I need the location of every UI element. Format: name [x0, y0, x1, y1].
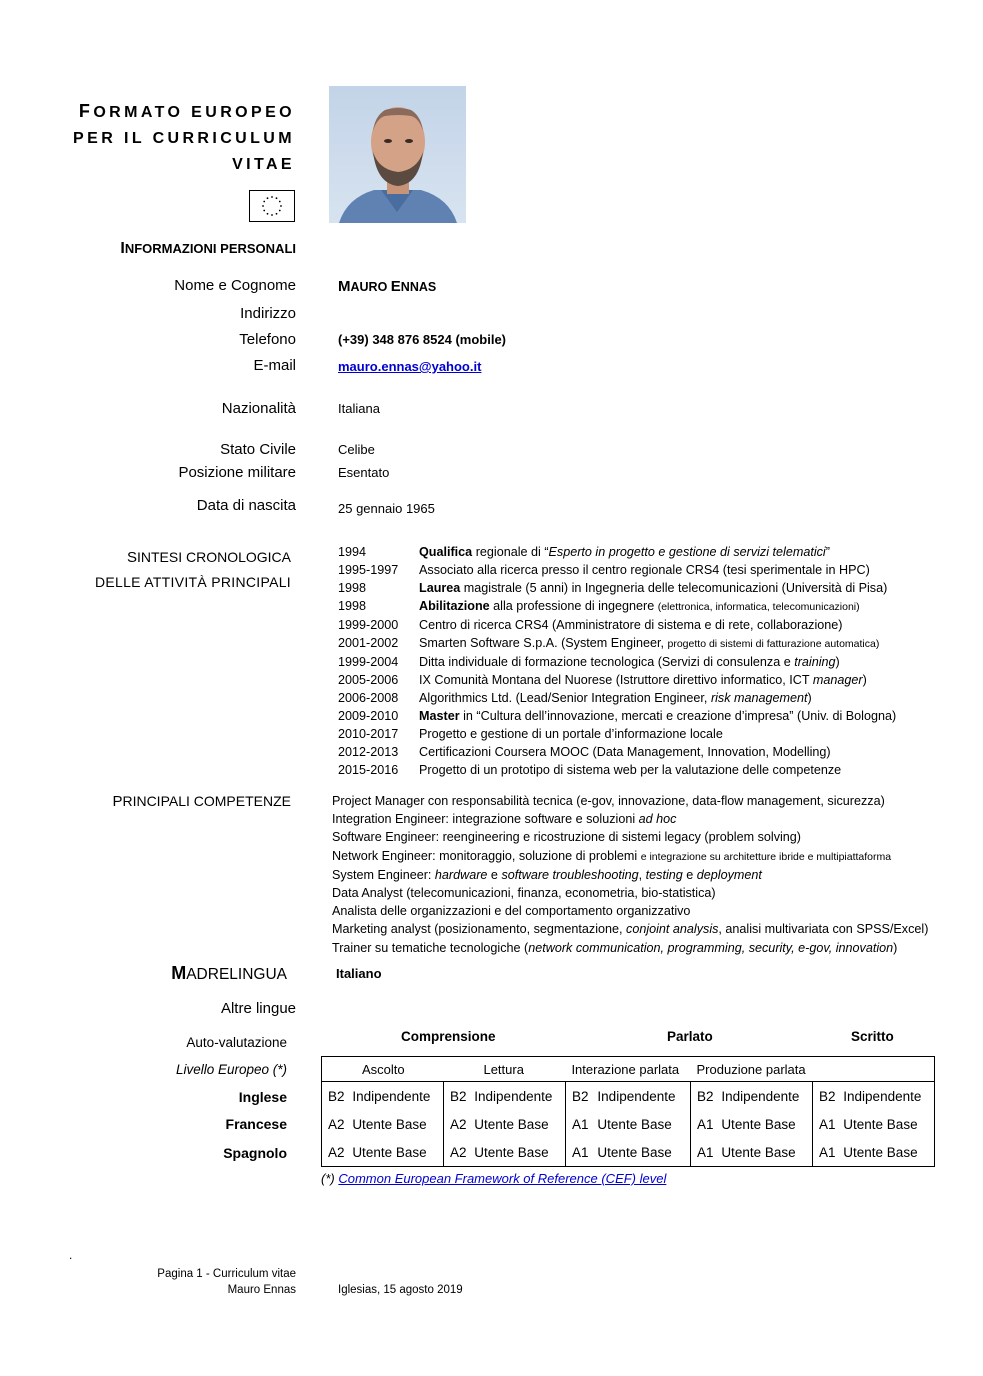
- chronology-year: 2001-2002: [338, 636, 399, 650]
- eu-star: [267, 197, 269, 199]
- eu-star: [271, 196, 273, 198]
- language-footnote: [321, 1171, 666, 1186]
- footnote-prefix: (*): [321, 1171, 339, 1186]
- chronology-year: 2009-2010: [338, 709, 399, 723]
- competence-item: Project Manager con responsabilità tecnica (e-gov, innovazione, data-flow management, sicurezza): [332, 794, 885, 808]
- chronology-desc: Qualifica regionale di “Esperto in progetto e gestione di servizi telematici”: [419, 545, 830, 559]
- label-name: Nome e Cognome: [174, 277, 296, 294]
- chronology-item: [338, 653, 896, 671]
- language-level-desc: Indipendente: [843, 1088, 922, 1104]
- cv-title-line-1: FORMATO EUROPEO: [78, 101, 295, 121]
- chronology-item: [338, 634, 896, 653]
- eu-star: [263, 210, 265, 212]
- language-level-desc: Utente Base: [474, 1144, 549, 1160]
- lang-name-english: Inglese: [238, 1089, 287, 1105]
- value-civil-status: Celibe: [338, 442, 375, 457]
- group-comprehension: Comprensione: [401, 1029, 496, 1044]
- group-writing: Scritto: [851, 1029, 894, 1044]
- eu-star: [280, 205, 282, 207]
- label-phone: Telefono: [239, 331, 296, 348]
- eu-star: [267, 213, 269, 215]
- chronology-item: [338, 743, 896, 761]
- label-military: Posizione militare: [178, 464, 296, 481]
- eu-star: [276, 213, 278, 215]
- language-level: A2: [328, 1116, 345, 1132]
- language-level: A2: [443, 1110, 474, 1138]
- chronology-desc: Progetto e gestione di un portale d’informazione locale: [419, 727, 723, 741]
- cef-link[interactable]: Common European Framework of Reference (CEF) level: [338, 1171, 667, 1186]
- chronology-year: 1994: [338, 545, 367, 559]
- language-level: B2: [812, 1082, 843, 1111]
- chronology-item: [338, 689, 896, 707]
- subheader-interaction: Interazione parlata: [571, 1061, 680, 1077]
- chronology-year: 1999-2004: [338, 655, 399, 669]
- chronology-item: [338, 761, 896, 779]
- footer-dot: .: [69, 1248, 73, 1262]
- language-level: A1: [691, 1138, 722, 1167]
- language-level-desc: Utente Base: [352, 1144, 427, 1160]
- footer-page: Pagina 1 - Curriculum vitae: [157, 1268, 296, 1280]
- chronology-item: [338, 579, 896, 597]
- language-table: [321, 1056, 935, 1167]
- language-level: A1: [565, 1110, 597, 1138]
- chronology-desc: Ditta individuale di formazione tecnologica (Servizi di consulenza e training): [419, 655, 840, 669]
- chronology-desc: Algorithmics Ltd. (Lead/Senior Integration Engineer, risk management): [419, 691, 812, 705]
- competence-item: System Engineer: hardware e software troubleshooting, testing e deployment: [332, 867, 762, 882]
- chronology-item: [338, 671, 896, 689]
- section-title-competences: PRINCIPALI COMPETENZE: [112, 793, 291, 810]
- language-row: [322, 1082, 935, 1111]
- language-level-desc: Utente Base: [597, 1144, 672, 1160]
- label-level: Livello Europeo (*): [175, 1062, 287, 1077]
- label-address: Indirizzo: [240, 305, 296, 322]
- language-level: A1: [691, 1110, 722, 1138]
- chronology-desc: Centro di ricerca CRS4 (Amministratore di sistema e di rete, collaborazione): [419, 618, 843, 632]
- section-title-mother-tongue: MADRELINGUA: [171, 963, 287, 983]
- language-level-desc: Utente Base: [352, 1116, 427, 1132]
- cv-title: [73, 98, 295, 178]
- competence-item: Integration Engineer: integrazione software e soluzioni ad hoc: [332, 812, 677, 827]
- chronology-year: 2010-2017: [338, 727, 399, 741]
- chronology-desc: Laurea magistrale (5 anni) in Ingegneria delle telecomunicazioni (Università di Pisa): [419, 581, 888, 595]
- label-other-languages: Altre lingue: [220, 1000, 296, 1017]
- chronology-desc: Smarten Software S.p.A. (System Engineer, progetto di sistemi di fatturazione automatica): [419, 636, 880, 650]
- language-level-desc: Indipendente: [597, 1088, 676, 1104]
- eu-star: [279, 201, 281, 203]
- language-level: B2: [443, 1082, 474, 1111]
- competence-item: Analista delle organizzazioni e del comportamento organizzativo: [332, 904, 691, 919]
- chronology-year: 1998: [338, 599, 367, 613]
- language-level-desc: Utente Base: [843, 1144, 918, 1160]
- email-link[interactable]: mauro.ennas@yahoo.it: [338, 359, 482, 374]
- section-title-personal: INFORMAZIONI PERSONALI: [120, 240, 296, 257]
- cv-title-line-3: VITAE: [232, 156, 295, 173]
- section-title-chronology: SINTESI CRONOLOGICA: [126, 549, 291, 566]
- language-level-desc: Utente Base: [597, 1116, 672, 1132]
- language-level-desc: Indipendente: [352, 1088, 431, 1104]
- value-name: MAURO ENNAS: [338, 278, 437, 295]
- label-birth: Data di nascita: [196, 497, 296, 514]
- subheader-production: Produzione parlata: [696, 1061, 806, 1077]
- profile-photo: [329, 86, 466, 223]
- chronology-item: [338, 597, 896, 616]
- eu-star: [279, 210, 281, 212]
- group-speaking: Parlato: [667, 1029, 713, 1044]
- value-birth: 25 gennaio 1965: [338, 501, 435, 516]
- value-military: Esentato: [338, 465, 390, 480]
- competence-item: Marketing analyst (posizionamento, segmentazione, conjoint analysis, analisi multivariata con SPSS/Excel): [332, 922, 929, 937]
- eu-star: [271, 214, 273, 216]
- language-level: B2: [328, 1088, 345, 1104]
- eu-star: [276, 197, 278, 199]
- language-level-desc: Utente Base: [843, 1116, 918, 1132]
- subheader-reading: Lettura: [483, 1061, 524, 1077]
- chronology-desc: Progetto di un prototipo di sistema web per la valutazione delle competenze: [419, 763, 842, 777]
- eu-star: [262, 205, 264, 207]
- subheader-listening: Ascolto: [362, 1061, 405, 1077]
- chronology-item: [338, 543, 896, 561]
- chronology-year: 2005-2006: [338, 673, 399, 687]
- value-mother-tongue: Italiano: [336, 966, 382, 981]
- eu-star: [263, 201, 265, 203]
- chronology-desc: Associato alla ricerca presso il centro regionale CRS4 (tesi sperimentale in HPC): [419, 563, 870, 577]
- chronology-year: 1998: [338, 581, 367, 595]
- language-level-desc: Indipendente: [721, 1088, 800, 1104]
- language-table-header: [322, 1057, 935, 1082]
- chronology-desc: Certificazioni Coursera MOOC (Data Management, Innovation, Modelling): [419, 745, 831, 759]
- label-email: E-mail: [253, 357, 296, 374]
- competence-item: Network Engineer: monitoraggio, soluzione di problemi e integrazione su architetture ibride e multipiattaforma: [332, 848, 892, 863]
- label-civil-status: Stato Civile: [220, 441, 296, 458]
- footer-place-date: Iglesias, 15 agosto 2019: [338, 1284, 463, 1296]
- eu-flag-icon: [249, 190, 295, 222]
- chronology-item: [338, 616, 896, 634]
- section-title-chronology-2: DELLE ATTIVITÀ PRINCIPALI: [94, 574, 291, 590]
- label-self-eval: Auto-valutazione: [186, 1035, 287, 1050]
- language-level: B2: [691, 1082, 722, 1111]
- chronology-item: [338, 725, 896, 743]
- chronology-desc: IX Comunità Montana del Nuorese (Istruttore direttivo informatico, ICT manager): [419, 673, 867, 687]
- chronology-item: [338, 561, 896, 579]
- chronology-desc: Abilitazione alla professione di ingegnere (elettronica, informatica, telecomunicazioni): [419, 599, 860, 613]
- language-level: A2: [443, 1138, 474, 1167]
- language-level: A1: [812, 1110, 843, 1138]
- value-nationality: Italiana: [338, 401, 380, 416]
- value-phone: (+39) 348 876 8524 (mobile): [338, 332, 507, 347]
- cv-title-line-2: PER IL CURRICULUM: [73, 130, 295, 147]
- language-level-desc: Indipendente: [474, 1088, 553, 1104]
- chronology-year: 1999-2000: [338, 618, 399, 632]
- chronology-year: 2006-2008: [338, 691, 399, 705]
- competence-item: Trainer su tematiche tecnologiche (network communication, programming, security, e-gov, innovation): [332, 940, 898, 955]
- chronology-year: 2012-2013: [338, 745, 399, 759]
- competence-item: Data Analyst (telecomunicazioni, finanza, econometria, bio-statistica): [332, 886, 716, 901]
- language-level: A1: [812, 1138, 843, 1167]
- chronology-year: 1995-1997: [338, 563, 399, 577]
- language-row: [322, 1110, 935, 1138]
- footer-author: Mauro Ennas: [227, 1284, 296, 1296]
- competences-list: [332, 792, 928, 957]
- chronology-year: 2015-2016: [338, 763, 399, 777]
- language-level-desc: Utente Base: [474, 1116, 549, 1132]
- label-nationality: Nazionalità: [221, 400, 296, 417]
- lang-name-french: Francese: [225, 1116, 287, 1132]
- language-level: A2: [328, 1144, 345, 1160]
- chronology-item: [338, 707, 896, 725]
- language-level-desc: Utente Base: [721, 1116, 796, 1132]
- chronology-desc: Master in “Cultura dell’innovazione, mercati e creazione d’impresa” (Univ. di Bologna): [419, 709, 897, 723]
- competence-item: Software Engineer: reengineering e ricostruzione di sistemi legacy (problem solving): [332, 830, 801, 845]
- chronology-list: [338, 543, 896, 779]
- language-level: B2: [565, 1082, 597, 1111]
- language-level-desc: Utente Base: [721, 1144, 796, 1160]
- lang-name-spanish: Spagnolo: [223, 1145, 287, 1161]
- language-level: A1: [565, 1138, 597, 1167]
- language-row: [322, 1138, 935, 1167]
